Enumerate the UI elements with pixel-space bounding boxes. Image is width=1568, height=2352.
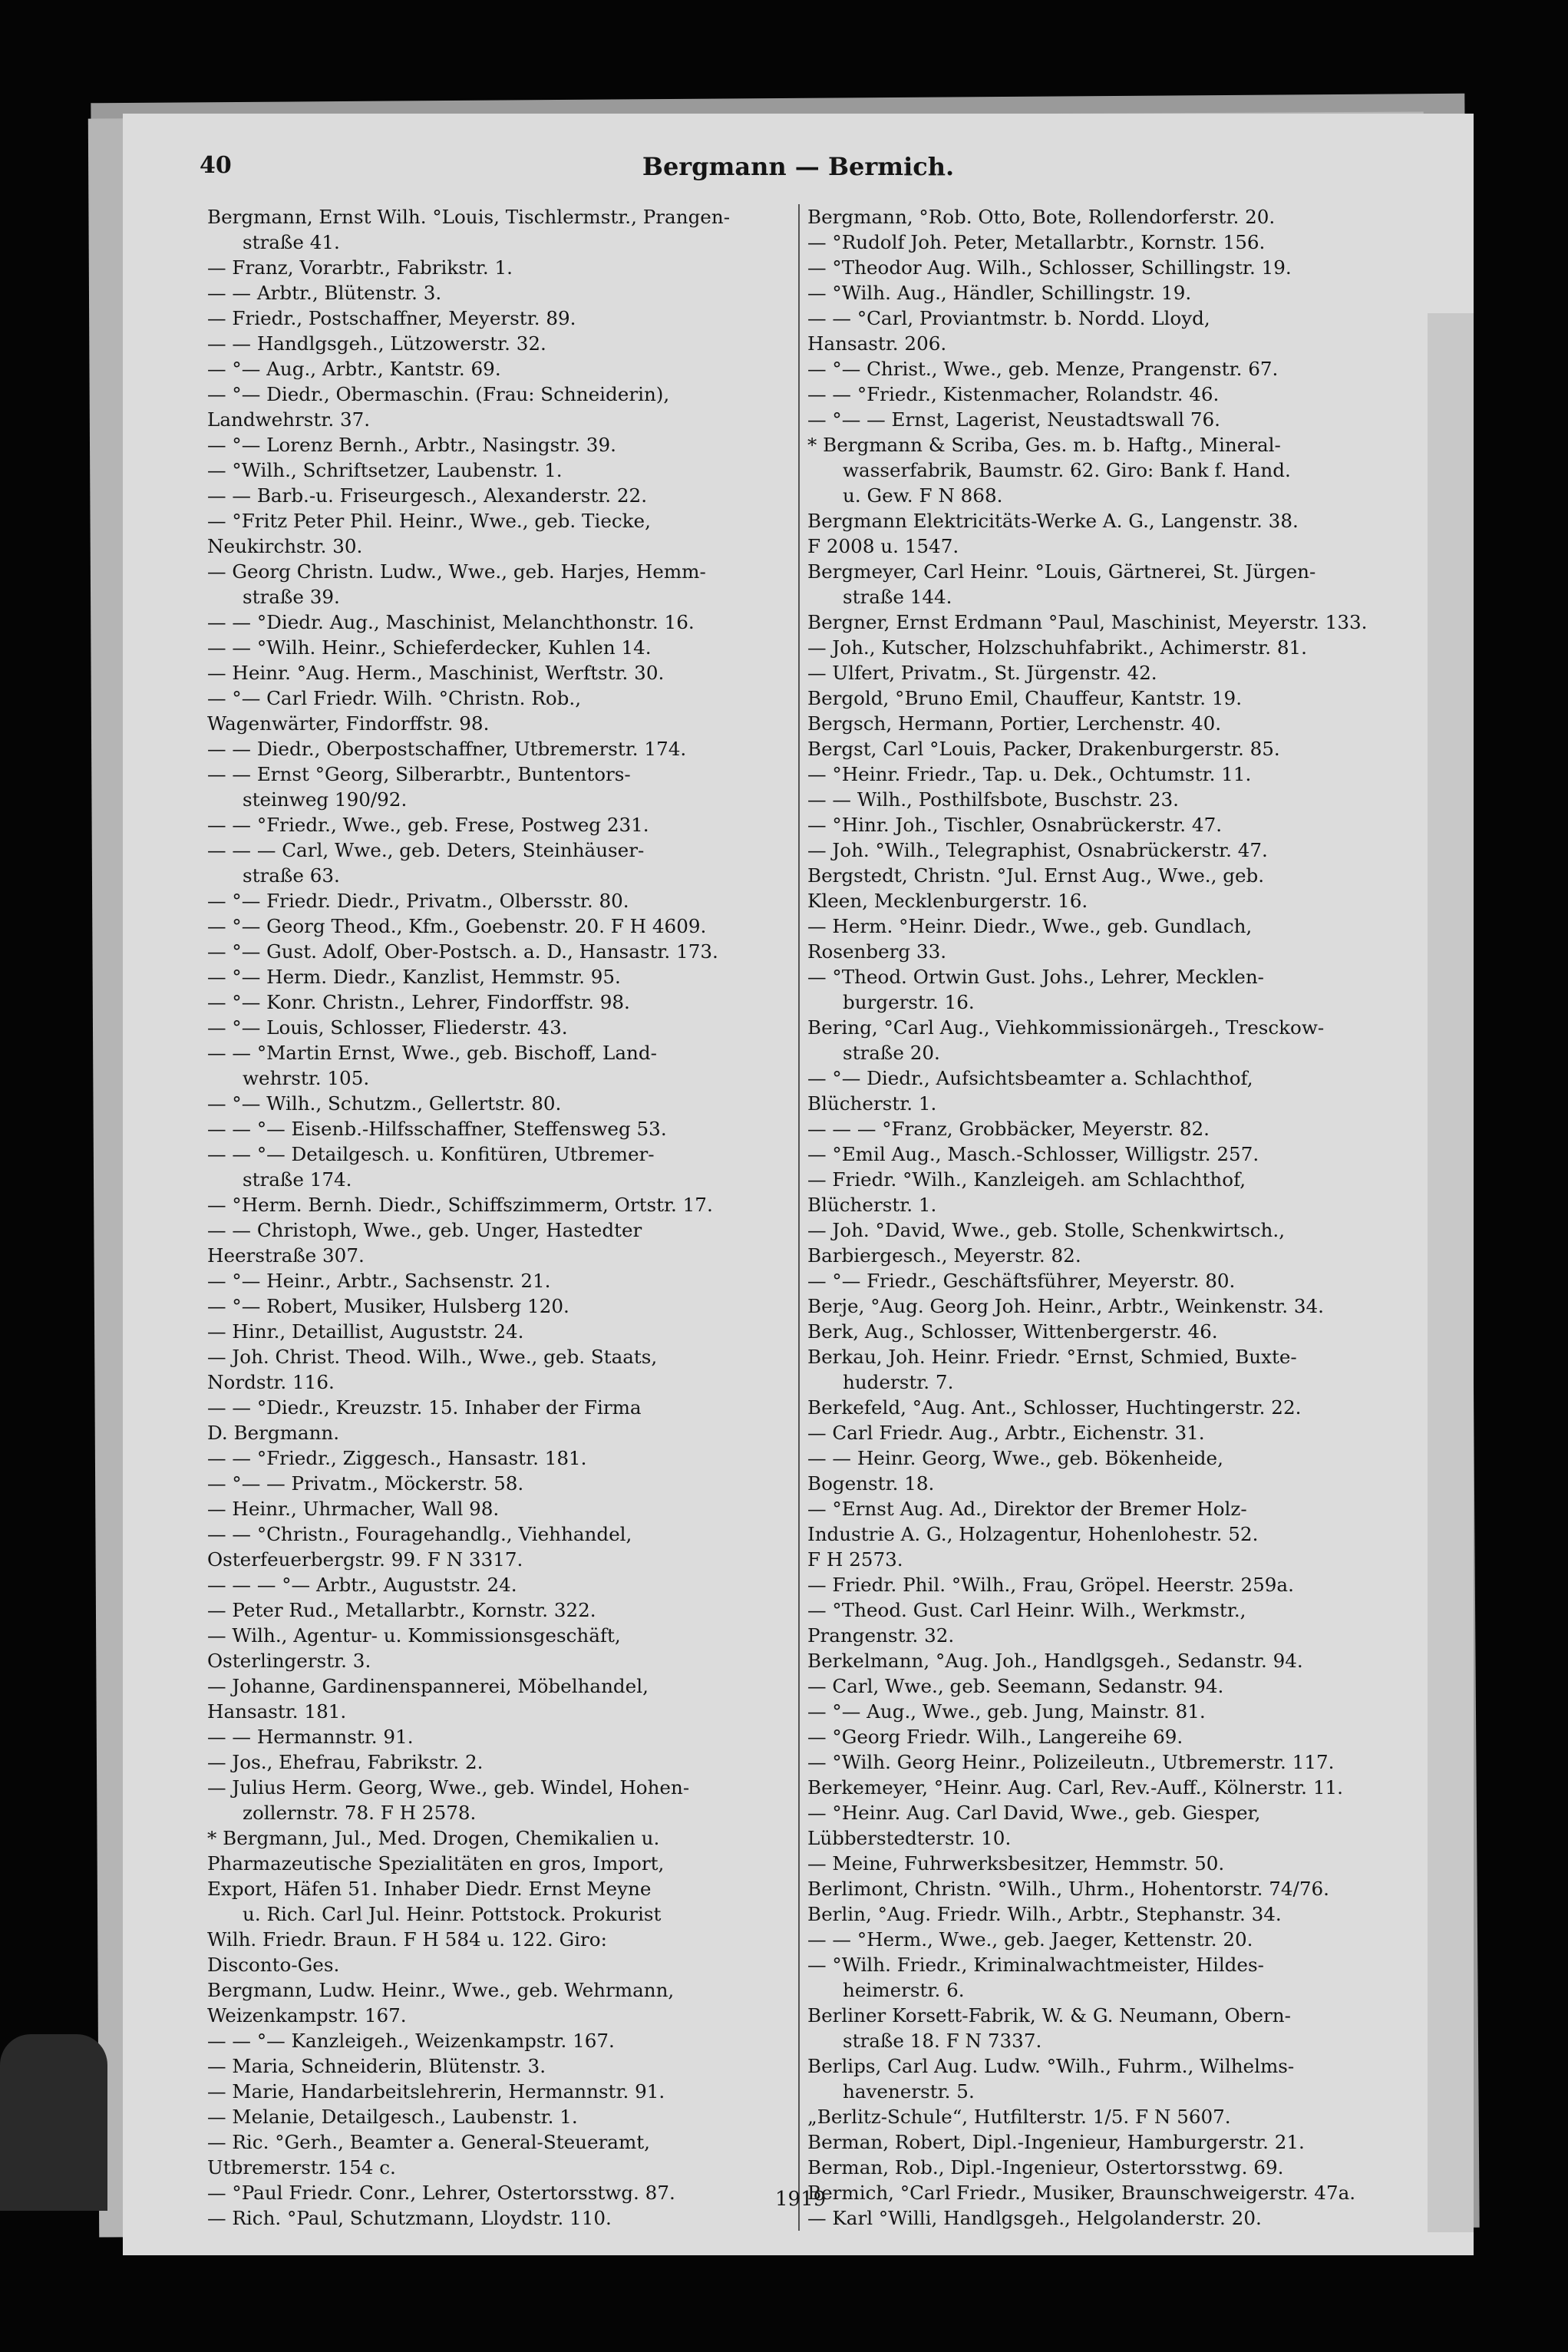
directory-entry-line: Hansastr. 206. [807, 332, 947, 355]
directory-entry-line: Osterlingerstr. 3. [207, 1650, 371, 1672]
directory-entry-line: wehrstr. 105. [243, 1067, 370, 1089]
directory-entry-line: — Joh., Kutscher, Holzschuhfabrikt., Achimerstr. 81. [807, 636, 1307, 659]
directory-entry-line: — — Handlgsgeh., Lützowerstr. 32. [207, 332, 546, 355]
directory-entry-line: — Joh. °David, Wwe., geb. Stolle, Schenkwirtsch., [807, 1219, 1286, 1241]
directory-entry-line: — Rich. °Paul, Schutzmann, Lloydstr. 110. [207, 2207, 612, 2229]
directory-entry-line: D. Bergmann. [207, 1422, 340, 1444]
directory-entry-line: — — °Friedr., Kistenmacher, Rolandstr. 46. [807, 383, 1220, 405]
directory-entry-line: — Carl, Wwe., geb. Seemann, Sedanstr. 94. [807, 1675, 1224, 1697]
directory-entry-line: Wagenwärter, Findorffstr. 98. [207, 712, 490, 735]
directory-entry-line: — — °Diedr., Kreuzstr. 15. Inhaber der Firma [207, 1396, 642, 1419]
directory-entry-line: Industrie A. G., Holzagentur, Hohenlohestr. 52. [807, 1523, 1259, 1545]
directory-entry-line: Bogenstr. 18. [807, 1472, 935, 1495]
directory-entry-line: — Peter Rud., Metallarbtr., Kornstr. 322. [207, 1599, 596, 1621]
page-header [123, 152, 1474, 190]
directory-entry-line: u. Rich. Carl Jul. Heinr. Pottstock. Prokurist [243, 1903, 662, 1925]
directory-entry-line: — °— Friedr., Geschäftsführer, Meyerstr. 80. [807, 1270, 1236, 1292]
directory-entry-line: Prangenstr. 32. [807, 1624, 955, 1647]
directory-entry-line: — °— Herm. Diedr., Kanzlist, Hemmstr. 95. [207, 966, 621, 988]
directory-entry-line: — Heinr., Uhrmacher, Wall 98. [207, 1498, 500, 1520]
directory-entry-line: — °Fritz Peter Phil. Heinr., Wwe., geb. Tiecke, [207, 510, 651, 532]
directory-entry-line: — °Wilh. Georg Heinr., Polizeileutn., Utbremerstr. 117. [807, 1751, 1335, 1773]
directory-entry-line: — °Heinr. Aug. Carl David, Wwe., geb. Giesper, [807, 1802, 1261, 1824]
directory-entry-line: — °Theod. Ortwin Gust. Johs., Lehrer, Mecklen- [807, 966, 1264, 988]
directory-entry-line: — Maria, Schneiderin, Blütenstr. 3. [207, 2055, 546, 2077]
directory-entry-line: — Carl Friedr. Aug., Arbtr., Eichenstr. 31. [807, 1422, 1205, 1444]
directory-entry-line: Berk, Aug., Schlosser, Wittenbergerstr. 46. [807, 1320, 1218, 1343]
directory-entry-line: — °Theod. Gust. Carl Heinr. Wilh., Werkmstr., [807, 1599, 1246, 1621]
directory-entry-line: Nordstr. 116. [207, 1371, 335, 1393]
page-number: 40 [200, 152, 232, 179]
directory-entry-line: Hansastr. 181. [207, 1700, 347, 1723]
directory-entry-line: — °— Georg Theod., Kfm., Goebenstr. 20. F H 4609. [207, 915, 707, 937]
directory-entry-line: — — Diedr., Oberpostschaffner, Utbremerstr. 174. [207, 738, 687, 760]
directory-entry-line: — — Heinr. Georg, Wwe., geb. Bökenheide, [807, 1447, 1223, 1469]
directory-entry-line: * Bergmann, Jul., Med. Drogen, Chemikalien u. [207, 1827, 660, 1849]
directory-entry-line: — Friedr. °Wilh., Kanzleigeh. am Schlachthof, [807, 1168, 1246, 1191]
directory-entry-line: — — °— Eisenb.-Hilfsschaffner, Steffensweg 53. [207, 1118, 667, 1140]
directory-entry-line: — Julius Herm. Georg, Wwe., geb. Windel, Hohen- [207, 1776, 690, 1799]
directory-entry-line: Berkau, Joh. Heinr. Friedr. °Ernst, Schmied, Buxte- [807, 1346, 1297, 1368]
directory-entry-line: F 2008 u. 1547. [807, 535, 959, 557]
directory-entry-line: — Melanie, Detailgesch., Laubenstr. 1. [207, 2106, 578, 2128]
directory-entry-line: — — — Carl, Wwe., geb. Deters, Steinhäuser- [207, 839, 645, 861]
directory-entry-line: — °— Friedr. Diedr., Privatm., Olbersstr. 80. [207, 890, 629, 912]
running-head: Bergmann — Bermich. [642, 152, 955, 181]
directory-entry-line: straße 39. [243, 586, 340, 608]
directory-entry-line: steinweg 190/92. [243, 788, 408, 811]
directory-entry-line: — °Wilh. Aug., Händler, Schillingstr. 19. [807, 282, 1192, 304]
directory-entry-line: — — Ernst °Georg, Silberarbtr., Buntentors- [207, 763, 631, 785]
directory-entry-line: — — °Herm., Wwe., geb. Jaeger, Kettenstr. 20. [807, 1928, 1253, 1951]
directory-entry-line: — °Wilh., Schriftsetzer, Laubenstr. 1. [207, 459, 563, 481]
directory-entry-line: Lübberstedterstr. 10. [807, 1827, 1012, 1849]
directory-entry-line: Bergold, °Bruno Emil, Chauffeur, Kantstr. 19. [807, 687, 1243, 709]
directory-entry-line: Wilh. Friedr. Braun. F H 584 u. 122. Giro: [207, 1928, 607, 1951]
directory-entry-line: straße 18. F N 7337. [843, 2030, 1042, 2052]
directory-entry-line: — °Herm. Bernh. Diedr., Schiffszimmerm, Ortstr. 17. [207, 1194, 713, 1216]
directory-entry-line: — — °— Kanzleigeh., Weizenkampstr. 167. [207, 2030, 615, 2052]
directory-entry-line: — — °Carl, Proviantmstr. b. Nordd. Lloyd, [807, 307, 1210, 329]
directory-entry-line: — — Christoph, Wwe., geb. Unger, Hastedter [207, 1219, 642, 1241]
directory-entry-line: Utbremerstr. 154 c. [207, 2156, 396, 2179]
directory-entry-line: — — Wilh., Posthilfsbote, Buschstr. 23. [807, 788, 1179, 811]
directory-entry-line: Berman, Robert, Dipl.-Ingenieur, Hamburgerstr. 21. [807, 2131, 1305, 2153]
directory-entry-line: — Johanne, Gardinenspannerei, Möbelhandel, [207, 1675, 649, 1697]
directory-entry-line: — — °Martin Ernst, Wwe., geb. Bischoff, Land- [207, 1042, 657, 1064]
directory-entry-line: Osterfeuerbergstr. 99. F N 3317. [207, 1548, 523, 1571]
directory-entry-line: Landwehrstr. 37. [207, 408, 371, 431]
directory-entry-line: — °— Wilh., Schutzm., Gellertstr. 80. [207, 1092, 562, 1115]
directory-entry-line: Bergner, Ernst Erdmann °Paul, Maschinist, Meyerstr. 133. [807, 611, 1368, 633]
directory-entry-line: Bergsch, Hermann, Portier, Lerchenstr. 40. [807, 712, 1222, 735]
directory-entry-line: — °— — Privatm., Möckerstr. 58. [207, 1472, 524, 1495]
directory-entry-line: Bergst, Carl °Louis, Packer, Drakenburgerstr. 85. [807, 738, 1280, 760]
directory-entry-line: Berlips, Carl Aug. Ludw. °Wilh., Fuhrm., Wilhelms- [807, 2055, 1295, 2077]
directory-entry-line: — °Wilh. Friedr., Kriminalwachtmeister, Hildes- [807, 1954, 1264, 1976]
directory-entry-line: — °— Carl Friedr. Wilh. °Christn. Rob., [207, 687, 582, 709]
directory-entry-line: — Ulfert, Privatm., St. Jürgenstr. 42. [807, 662, 1157, 684]
directory-entry-line: — — Hermannstr. 91. [207, 1726, 414, 1748]
directory-entry-line: — Ric. °Gerh., Beamter a. General-Steueramt, [207, 2131, 650, 2153]
directory-entry-line: Berkemeyer, °Heinr. Aug. Carl, Rev.-Auff., Kölnerstr. 11. [807, 1776, 1343, 1799]
directory-entry-line: Berlin, °Aug. Friedr. Wilh., Arbtr., Stephanstr. 34. [807, 1903, 1282, 1925]
directory-entry-line: — Friedr., Postschaffner, Meyerstr. 89. [207, 307, 576, 329]
directory-entry-line: — Karl °Willi, Handlgsgeh., Helgolanderstr. 20. [807, 2207, 1262, 2229]
directory-entry-line: — — °— Detailgesch. u. Konfitüren, Utbremer- [207, 1143, 655, 1165]
directory-entry-line: straße 174. [243, 1168, 352, 1191]
directory-entry-line: „Berlitz-Schule“, Hutfilterstr. 1/5. F N 5607. [807, 2106, 1231, 2128]
directory-entry-line: — — — °Franz, Grobbäcker, Meyerstr. 82. [807, 1118, 1210, 1140]
directory-entry-line: * Bergmann & Scriba, Ges. m. b. Haftg., Mineral- [807, 434, 1281, 456]
directory-entry-line: — — °Friedr., Wwe., geb. Frese, Postweg 231. [207, 814, 649, 836]
directory-entry-line: Bergmeyer, Carl Heinr. °Louis, Gärtnerei, St. Jürgen- [807, 560, 1316, 583]
directory-entry-line: wasserfabrik, Baumstr. 62. Giro: Bank f. Hand. [843, 459, 1291, 481]
directory-entry-line: Bergstedt, Christn. °Jul. Ernst Aug., Wwe., geb. [807, 864, 1265, 887]
directory-entry-line: — — — °— Arbtr., Auguststr. 24. [207, 1574, 517, 1596]
directory-entry-line: Disconto-Ges. [207, 1954, 340, 1976]
directory-entry-line: Bering, °Carl Aug., Viehkommissionärgeh., Tresckow- [807, 1016, 1325, 1039]
directory-entry-line: Blücherstr. 1. [807, 1092, 937, 1115]
directory-entry-line: — — Barb.-u. Friseurgesch., Alexanderstr. 22. [207, 484, 648, 507]
directory-entry-line: — °Georg Friedr. Wilh., Langereihe 69. [807, 1726, 1183, 1748]
directory-entry-line: — °Theodor Aug. Wilh., Schlosser, Schillingstr. 19. [807, 256, 1292, 279]
directory-entry-line: — °— Lorenz Bernh., Arbtr., Nasingstr. 39. [207, 434, 616, 456]
directory-entry-line: Pharmazeutische Spezialitäten en gros, Import, [207, 1852, 665, 1875]
directory-entry-line: Berman, Rob., Dipl.-Ingenieur, Ostertorsstwg. 69. [807, 2156, 1284, 2179]
next-page-edge [1428, 313, 1474, 2232]
directory-entry-line: — °Ernst Aug. Ad., Direktor der Bremer Holz- [807, 1498, 1247, 1520]
directory-entry-line: — °— Louis, Schlosser, Fliederstr. 43. [207, 1016, 568, 1039]
directory-entry-line: — Marie, Handarbeitslehrerin, Hermannstr. 91. [207, 2080, 665, 2103]
directory-entry-line: straße 20. [843, 1042, 940, 1064]
directory-entry-line: Rosenberg 33. [807, 940, 947, 963]
directory-entry-line: — °Paul Friedr. Conr., Lehrer, Ostertorsstwg. 87. [207, 2182, 675, 2204]
directory-entry-line: havenerstr. 5. [843, 2080, 975, 2103]
directory-entry-line: — Georg Christn. Ludw., Wwe., geb. Harjes, Hemm- [207, 560, 706, 583]
directory-entry-line: Neukirchstr. 30. [207, 535, 363, 557]
directory-entry-line: — Meine, Fuhrwerksbesitzer, Hemmstr. 50. [807, 1852, 1225, 1875]
directory-entry-line: — °Hinr. Joh., Tischler, Osnabrückerstr. 47. [807, 814, 1223, 836]
directory-entry-line: — °— — Ernst, Lagerist, Neustadtswall 76. [807, 408, 1220, 431]
directory-entry-line: Export, Häfen 51. Inhaber Diedr. Ernst Meyne [207, 1878, 652, 1900]
directory-entry-line: heimerstr. 6. [843, 1979, 965, 2001]
directory-entry-line: — Joh. °Wilh., Telegraphist, Osnabrückerstr. 47. [807, 839, 1268, 861]
directory-entry-line: Bergmann, Ernst Wilh. °Louis, Tischlermstr., Prangen- [207, 206, 731, 228]
directory-page [123, 114, 1474, 2255]
directory-entry-line: — Hinr., Detaillist, Auguststr. 24. [207, 1320, 524, 1343]
directory-entry-line: — °— Aug., Arbtr., Kantstr. 69. [207, 358, 501, 380]
directory-entry-line: — Friedr. Phil. °Wilh., Frau, Gröpel. Heerstr. 259a. [807, 1574, 1294, 1596]
directory-entry-line: — °— Robert, Musiker, Hulsberg 120. [207, 1295, 569, 1317]
directory-entry-line: — Heinr. °Aug. Herm., Maschinist, Werftstr. 30. [207, 662, 665, 684]
directory-entry-line: — °— Christ., Wwe., geb. Menze, Prangenstr. 67. [807, 358, 1279, 380]
directory-entry-line: Berje, °Aug. Georg Joh. Heinr., Arbtr., Weinkenstr. 34. [807, 1295, 1324, 1317]
directory-entry-line: Bermich, °Carl Friedr., Musiker, Braunschweigerstr. 47a. [807, 2182, 1356, 2204]
directory-entry-line: Berlimont, Christn. °Wilh., Uhrm., Hohentorstr. 74/76. [807, 1878, 1329, 1900]
directory-entry-line: — Jos., Ehefrau, Fabrikstr. 2. [207, 1751, 484, 1773]
directory-entry-line: huderstr. 7. [843, 1371, 954, 1393]
directory-entry-line: Bergmann Elektricitäts-Werke A. G., Langenstr. 38. [807, 510, 1299, 532]
directory-entry-line: Barbiergesch., Meyerstr. 82. [807, 1244, 1081, 1267]
directory-entry-line: — °— Diedr., Aufsichtsbeamter a. Schlachthof, [807, 1067, 1253, 1089]
directory-entry-line: F H 2573. [807, 1548, 903, 1571]
directory-entry-line: Berkefeld, °Aug. Ant., Schlosser, Huchtingerstr. 22. [807, 1396, 1302, 1419]
directory-entry-line: Kleen, Mecklenburgerstr. 16. [807, 890, 1088, 912]
footer-year: 1919 [775, 2188, 827, 2211]
directory-entry-line: zollernstr. 78. F H 2578. [243, 1802, 477, 1824]
directory-entry-line: straße 63. [243, 864, 340, 887]
directory-entry-line: — °— Diedr., Obermaschin. (Frau: Schneiderin), [207, 383, 670, 405]
directory-entry-line: Blücherstr. 1. [807, 1194, 937, 1216]
directory-entry-line: Bergmann, °Rob. Otto, Bote, Rollendorferstr. 20. [807, 206, 1276, 228]
directory-entry-line: — °— Aug., Wwe., geb. Jung, Mainstr. 81. [807, 1700, 1206, 1723]
directory-entry-line: u. Gew. F N 868. [843, 484, 1003, 507]
directory-entry-line: — °Rudolf Joh. Peter, Metallarbtr., Kornstr. 156. [807, 231, 1266, 253]
directory-entry-line: Bergmann, Ludw. Heinr., Wwe., geb. Wehrmann, [207, 1979, 675, 2001]
directory-entry-line: — Franz, Vorarbtr., Fabrikstr. 1. [207, 256, 513, 279]
directory-entry-line: — — Arbtr., Blütenstr. 3. [207, 282, 442, 304]
directory-entry-line: Heerstraße 307. [207, 1244, 365, 1267]
directory-entry-line: — °Heinr. Friedr., Tap. u. Dek., Ochtumstr. 11. [807, 763, 1252, 785]
directory-entry-line: Berliner Korsett-Fabrik, W. & G. Neumann, Obern- [807, 2004, 1291, 2027]
directory-entry-line: Berkelmann, °Aug. Joh., Handlgsgeh., Sedanstr. 94. [807, 1650, 1303, 1672]
directory-entry-line: — — °Friedr., Ziggesch., Hansastr. 181. [207, 1447, 587, 1469]
directory-entry-line: straße 144. [843, 586, 952, 608]
directory-entry-line: — °— Konr. Christn., Lehrer, Findorffstr. 98. [207, 991, 630, 1013]
directory-entry-line: — — °Christn., Fouragehandlg., Viehhandel, [207, 1523, 632, 1545]
directory-entry-line: — Joh. Christ. Theod. Wilh., Wwe., geb. Staats, [207, 1346, 658, 1368]
directory-entry-line: — Herm. °Heinr. Diedr., Wwe., geb. Gundlach, [807, 915, 1253, 937]
directory-entry-line: Weizenkampstr. 167. [207, 2004, 407, 2027]
directory-entry-line: — °Emil Aug., Masch.-Schlosser, Willigstr. 257. [807, 1143, 1259, 1165]
directory-entry-line: — °— Heinr., Arbtr., Sachsenstr. 21. [207, 1270, 551, 1292]
directory-entry-line: — °— Gust. Adolf, Ober-Postsch. a. D., Hansastr. 173. [207, 940, 718, 963]
directory-entry-line: straße 41. [243, 231, 340, 253]
directory-entry-line: — — °Diedr. Aug., Maschinist, Melanchthonstr. 16. [207, 611, 695, 633]
directory-entry-line: burgerstr. 16. [843, 991, 975, 1013]
thumb-shadow [0, 2034, 107, 2211]
directory-entry-line: — Wilh., Agentur- u. Kommissionsgeschäft, [207, 1624, 621, 1647]
directory-entry-line: — — °Wilh. Heinr., Schieferdecker, Kuhlen 14. [207, 636, 652, 659]
right-column [798, 204, 1474, 2231]
